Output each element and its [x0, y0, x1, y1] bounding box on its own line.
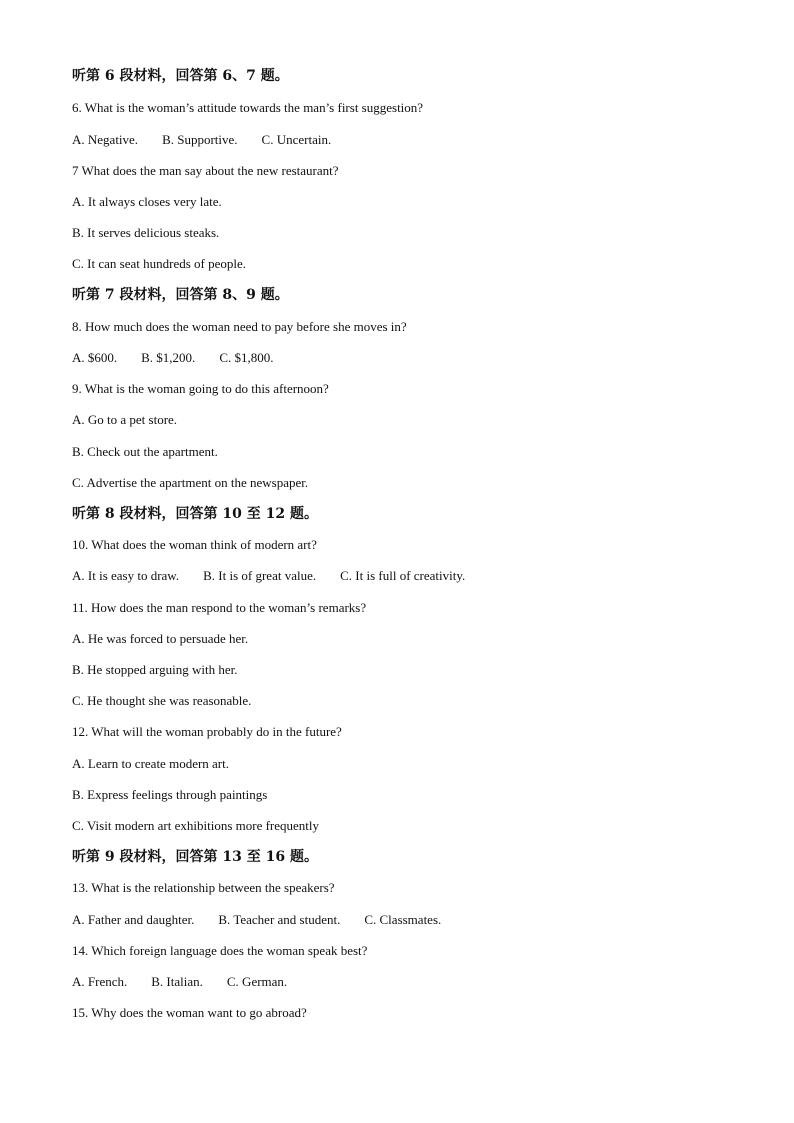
option-b: B. Teacher and student.: [218, 912, 341, 927]
question-13: 13. What is the relationship between the speakers?: [72, 880, 335, 895]
question-8: 8. How much does the woman need to pay before she moves in?: [72, 319, 407, 334]
question-11: 11. How does the man respond to the woman’s remarks?: [72, 600, 367, 615]
option-a: A. It is easy to draw.: [72, 568, 180, 583]
option-c: C. $1,800.: [219, 350, 274, 365]
section-heading-8: 听第 8 段材料，回答第 10 至 12 题。: [72, 506, 318, 522]
option-b: B. Check out the apartment.: [72, 444, 218, 459]
option-a: A. French.: [72, 974, 128, 989]
question-14-options: [72, 974, 287, 990]
option-b: B. It is of great value.: [203, 568, 317, 583]
section-heading-9: 听第 9 段材料，回答第 13 至 16 题。: [72, 849, 318, 865]
option-b: B. Express feelings through paintings: [72, 787, 268, 802]
option-c: C. Visit modern art exhibitions more frequently: [72, 818, 320, 833]
option-b: B. Supportive.: [162, 132, 238, 147]
question-15: 15. Why does the woman want to go abroad?: [72, 1005, 307, 1020]
question-10-options: [72, 568, 465, 584]
question-13-options: [72, 912, 441, 928]
option-a: A. He was forced to persuade her.: [72, 631, 249, 646]
question-12: 12. What will the woman probably do in the future?: [72, 724, 342, 739]
question-9: 9. What is the woman going to do this afternoon?: [72, 381, 329, 396]
option-a: A. $600.: [72, 350, 118, 365]
question-8-options: [72, 350, 273, 366]
option-b: B. He stopped arguing with her.: [72, 662, 238, 677]
option-c: C. Uncertain.: [261, 132, 332, 147]
option-a: A. Go to a pet store.: [72, 412, 178, 427]
option-a: A. Father and daughter.: [72, 912, 195, 927]
section-heading-7: 听第 7 段材料，回答第 8、9 题。: [72, 287, 289, 303]
option-b: B. It serves delicious steaks.: [72, 225, 220, 240]
question-14: 14. Which foreign language does the woman speak best?: [72, 943, 368, 958]
question-10: 10. What does the woman think of modern art?: [72, 537, 317, 552]
option-c: C. It is full of creativity.: [340, 568, 466, 583]
option-c: C. It can seat hundreds of people.: [72, 256, 247, 271]
question-6-options: [72, 132, 331, 148]
option-a: A. It always closes very late.: [72, 194, 222, 209]
option-a: A. Learn to create modern art.: [72, 756, 230, 771]
option-b: B. $1,200.: [141, 350, 196, 365]
option-c: C. Advertise the apartment on the newspaper.: [72, 475, 309, 490]
section-heading-6: 听第 6 段材料，回答第 6、7 题。: [72, 68, 289, 84]
option-c: C. He thought she was reasonable.: [72, 693, 252, 708]
option-a: A. Negative.: [72, 132, 139, 147]
question-7: 7 What does the man say about the new restaurant?: [72, 163, 339, 178]
option-b: B. Italian.: [151, 974, 203, 989]
option-c: C. German.: [226, 974, 288, 989]
question-6: 6. What is the woman’s attitude towards the man’s first suggestion?: [72, 100, 424, 115]
option-c: C. Classmates.: [364, 912, 442, 927]
